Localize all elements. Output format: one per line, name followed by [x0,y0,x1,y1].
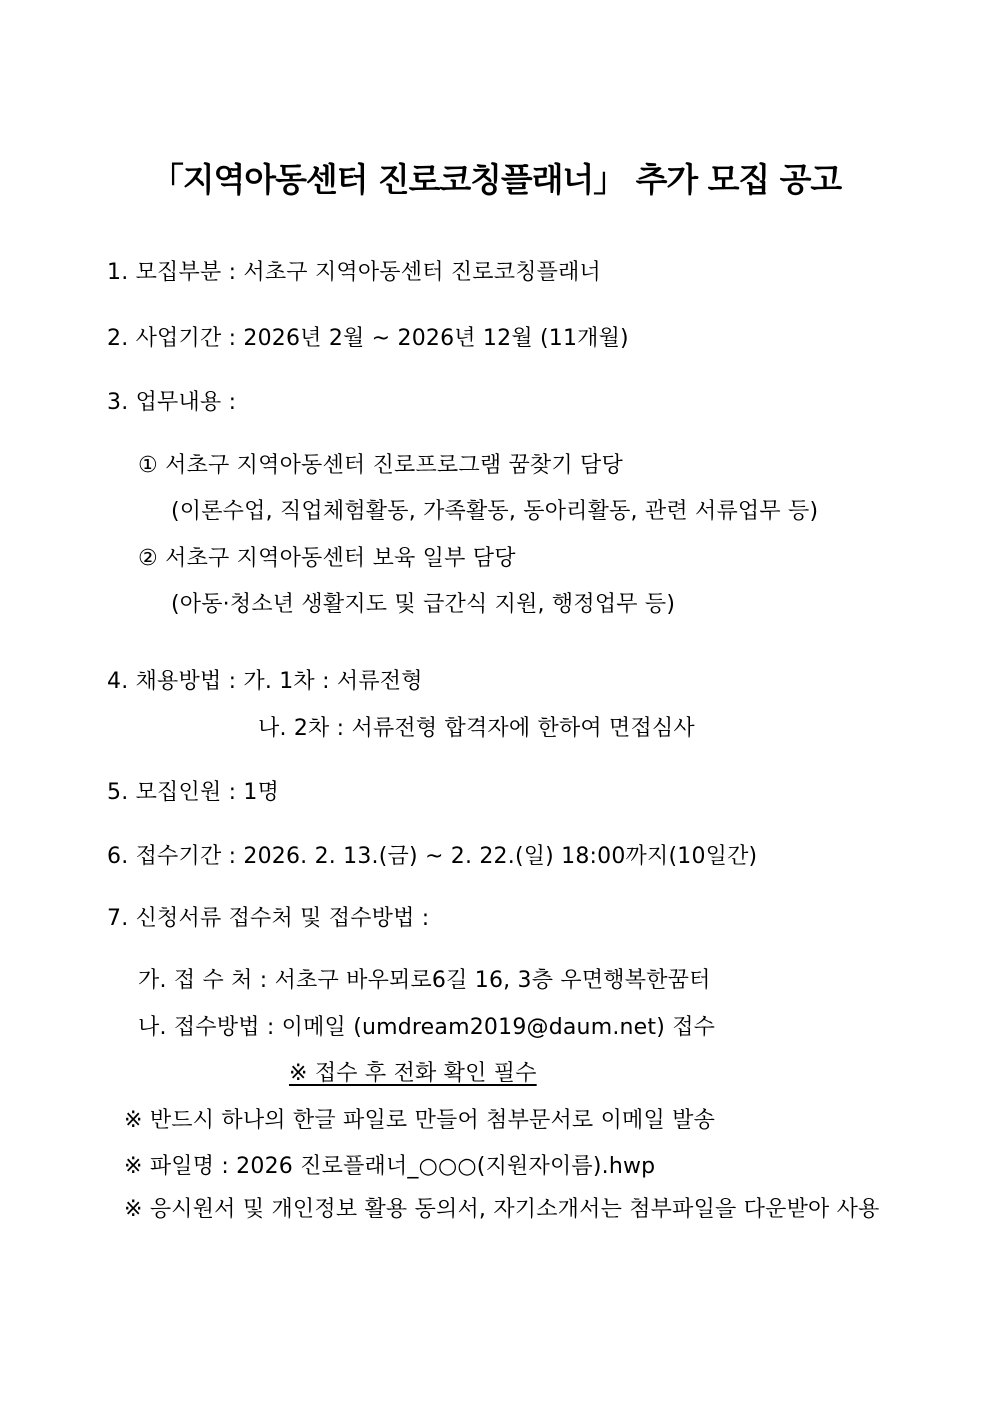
hiring-method-line-1: 4. 채용방법 : 가. 1차 : 서류전형 [107,669,423,694]
submission-method-line: 나. 접수방법 : 이메일 (umdream2019@daum.net) 접수 [138,1015,716,1040]
submission-heading: 7. 신청서류 접수처 및 접수방법 : [107,906,430,931]
note-line-3: ※ 응시원서 및 개인정보 활용 동의서, 자기소개서는 첨부파일을 다운받아 사용 [124,1197,880,1222]
duty-2-line: ② 서초구 지역아동센터 보육 일부 담당 [138,546,516,571]
page-title: 「지역아동센터 진로코칭플래너」 추가 모집 공고 [150,160,842,199]
note-line-1: ※ 반드시 하나의 한글 파일로 만들어 첨부문서로 이메일 발송 [124,1108,716,1133]
project-period-line: 2. 사업기간 : 2026년 2월 ~ 2026년 12월 (11개월) [107,326,629,351]
application-period-line: 6. 접수기간 : 2026. 2. 13.(금) ~ 2. 22.(일) 18:00까지(10일간) [107,844,758,869]
duty-1-line: ① 서초구 지역아동센터 진로프로그램 꿈찾기 담당 [138,453,623,478]
note-line-2: ※ 파일명 : 2026 진로플래너_○○○(지원자이름).hwp [124,1154,656,1179]
duties-heading: 3. 업무내용 : [107,390,237,415]
hiring-method-line-2: 나. 2차 : 서류전형 합격자에 한하여 면접심사 [258,716,695,741]
submission-place-line: 가. 접 수 처 : 서초구 바우뫼로6길 16, 3층 우면행복한꿈터 [138,968,711,993]
duty-2-detail: (아동·청소년 생활지도 및 급간식 지원, 행정업무 등) [171,592,676,617]
recruit-dept-line: 1. 모집부분 : 서초구 지역아동센터 진로코칭플래너 [107,260,602,285]
headcount-line: 5. 모집인원 : 1명 [107,780,280,805]
call-required-note: ※ 접수 후 전화 확인 필수 [289,1061,537,1086]
duty-1-detail: (이론수업, 직업체험활동, 가족활동, 동아리활동, 관련 서류업무 등) [171,499,819,524]
